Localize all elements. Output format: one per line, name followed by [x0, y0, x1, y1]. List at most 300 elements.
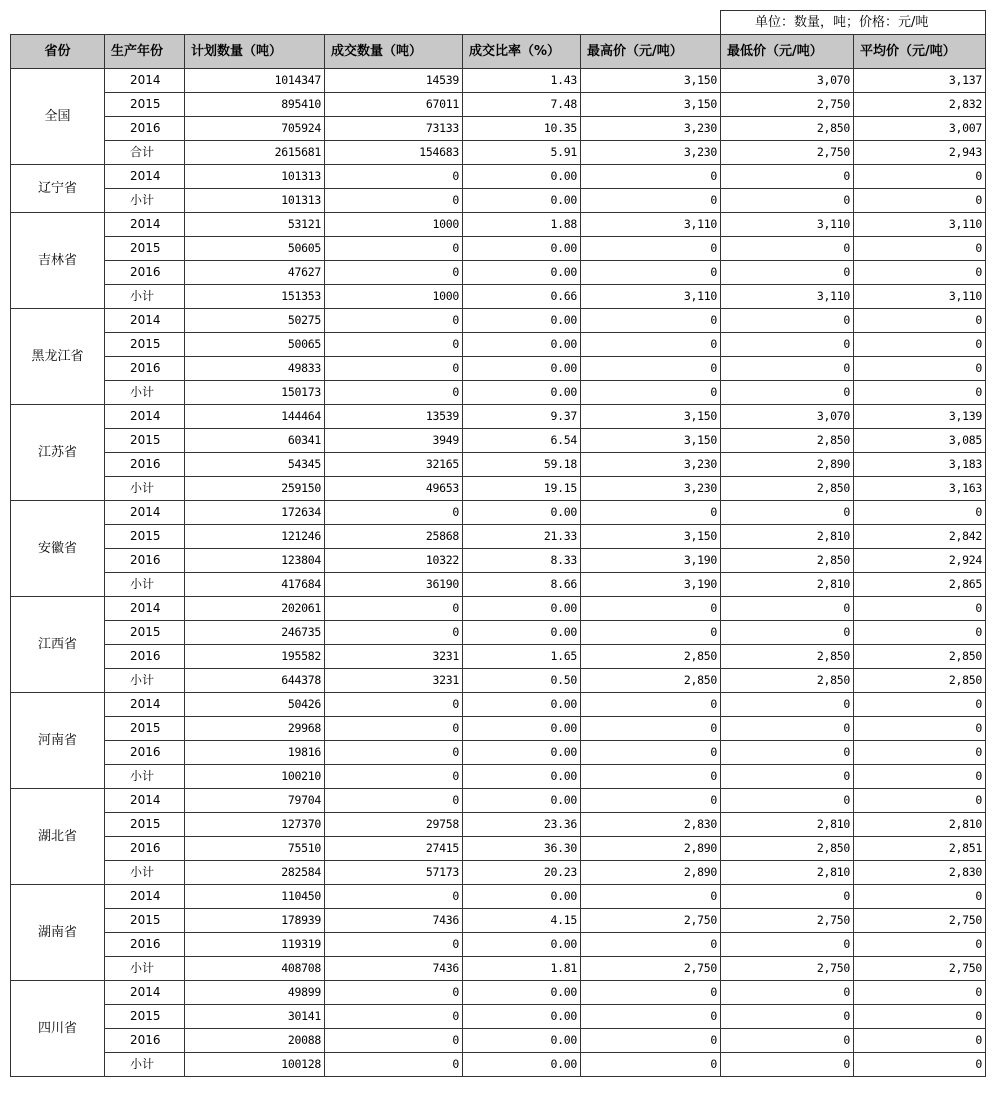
table-row [11, 309, 986, 333]
avg-price-cell: 0 [854, 885, 986, 909]
trade-ratio-cell: 0.50 [463, 669, 581, 693]
planned-qty-cell: 144464 [185, 405, 325, 429]
planned-qty-cell: 30141 [185, 1005, 325, 1029]
min-price-cell: 2,810 [721, 525, 854, 549]
planned-qty-cell: 75510 [185, 837, 325, 861]
max-price-cell: 0 [581, 597, 721, 621]
header-min-price: 最低价（元/吨） [721, 35, 854, 69]
table-row [11, 381, 986, 405]
year-cell: 小计 [105, 1053, 185, 1077]
traded-qty-cell: 0 [325, 381, 463, 405]
traded-qty-cell: 0 [325, 933, 463, 957]
year-cell: 2014 [105, 69, 185, 93]
min-price-cell: 0 [721, 933, 854, 957]
year-cell: 小计 [105, 381, 185, 405]
table-row [11, 429, 986, 453]
table-row [11, 189, 986, 213]
traded-qty-cell: 0 [325, 309, 463, 333]
planned-qty-cell: 50275 [185, 309, 325, 333]
province-cell: 黑龙江省 [11, 309, 105, 405]
trade-ratio-cell: 23.36 [463, 813, 581, 837]
traded-qty-cell: 13539 [325, 405, 463, 429]
year-cell: 2014 [105, 597, 185, 621]
trade-ratio-cell: 5.91 [463, 141, 581, 165]
planned-qty-cell: 408708 [185, 957, 325, 981]
avg-price-cell: 3,007 [854, 117, 986, 141]
min-price-cell: 3,110 [721, 213, 854, 237]
traded-qty-cell: 0 [325, 765, 463, 789]
min-price-cell: 0 [721, 1053, 854, 1077]
trade-ratio-cell: 9.37 [463, 405, 581, 429]
table-row [11, 621, 986, 645]
traded-qty-cell: 1000 [325, 213, 463, 237]
table-row [11, 261, 986, 285]
traded-qty-cell: 0 [325, 1053, 463, 1077]
planned-qty-cell: 2615681 [185, 141, 325, 165]
table-row [11, 813, 986, 837]
province-cell: 江西省 [11, 597, 105, 693]
min-price-cell: 2,850 [721, 117, 854, 141]
table-row [11, 69, 986, 93]
max-price-cell: 3,230 [581, 477, 721, 501]
min-price-cell: 0 [721, 885, 854, 909]
trade-ratio-cell: 0.00 [463, 165, 581, 189]
max-price-cell: 3,110 [581, 285, 721, 309]
planned-qty-cell: 151353 [185, 285, 325, 309]
avg-price-cell: 0 [854, 741, 986, 765]
planned-qty-cell: 259150 [185, 477, 325, 501]
year-cell: 2014 [105, 405, 185, 429]
trade-ratio-cell: 19.15 [463, 477, 581, 501]
avg-price-cell: 2,850 [854, 645, 986, 669]
planned-qty-cell: 47627 [185, 261, 325, 285]
planned-qty-cell: 705924 [185, 117, 325, 141]
max-price-cell: 0 [581, 765, 721, 789]
min-price-cell: 2,810 [721, 813, 854, 837]
traded-qty-cell: 32165 [325, 453, 463, 477]
max-price-cell: 0 [581, 309, 721, 333]
year-cell: 2015 [105, 429, 185, 453]
avg-price-cell: 3,137 [854, 69, 986, 93]
province-cell: 吉林省 [11, 213, 105, 309]
traded-qty-cell: 7436 [325, 909, 463, 933]
avg-price-cell: 0 [854, 981, 986, 1005]
max-price-cell: 2,750 [581, 957, 721, 981]
year-cell: 2014 [105, 885, 185, 909]
traded-qty-cell: 0 [325, 333, 463, 357]
max-price-cell: 3,150 [581, 93, 721, 117]
table-row [11, 909, 986, 933]
planned-qty-cell: 49833 [185, 357, 325, 381]
avg-price-cell: 2,832 [854, 93, 986, 117]
trade-ratio-cell: 8.66 [463, 573, 581, 597]
planned-qty-cell: 29968 [185, 717, 325, 741]
max-price-cell: 0 [581, 621, 721, 645]
table-row [11, 645, 986, 669]
min-price-cell: 0 [721, 261, 854, 285]
planned-qty-cell: 195582 [185, 645, 325, 669]
avg-price-cell: 0 [854, 261, 986, 285]
max-price-cell: 2,850 [581, 669, 721, 693]
planned-qty-cell: 178939 [185, 909, 325, 933]
header-year: 生产年份 [105, 35, 185, 69]
planned-qty-cell: 79704 [185, 789, 325, 813]
avg-price-cell: 0 [854, 789, 986, 813]
planned-qty-cell: 100210 [185, 765, 325, 789]
avg-price-cell: 0 [854, 333, 986, 357]
trade-ratio-cell: 0.00 [463, 1029, 581, 1053]
traded-qty-cell: 0 [325, 1029, 463, 1053]
province-cell: 辽宁省 [11, 165, 105, 213]
min-price-cell: 3,110 [721, 285, 854, 309]
max-price-cell: 2,850 [581, 645, 721, 669]
year-cell: 小计 [105, 957, 185, 981]
min-price-cell: 0 [721, 189, 854, 213]
avg-price-cell: 0 [854, 597, 986, 621]
trade-ratio-cell: 20.23 [463, 861, 581, 885]
avg-price-cell: 0 [854, 1005, 986, 1029]
min-price-cell: 0 [721, 981, 854, 1005]
max-price-cell: 3,190 [581, 573, 721, 597]
min-price-cell: 0 [721, 333, 854, 357]
year-cell: 2016 [105, 1029, 185, 1053]
year-cell: 2016 [105, 645, 185, 669]
min-price-cell: 0 [721, 765, 854, 789]
traded-qty-cell: 49653 [325, 477, 463, 501]
table-row [11, 93, 986, 117]
unit-note: 单位：数量，吨；价格：元/吨 [721, 11, 986, 35]
min-price-cell: 0 [721, 741, 854, 765]
avg-price-cell: 0 [854, 309, 986, 333]
trade-ratio-cell: 0.00 [463, 789, 581, 813]
avg-price-cell: 3,110 [854, 285, 986, 309]
min-price-cell: 2,810 [721, 573, 854, 597]
max-price-cell: 0 [581, 333, 721, 357]
max-price-cell: 0 [581, 693, 721, 717]
max-price-cell: 3,150 [581, 69, 721, 93]
avg-price-cell: 2,851 [854, 837, 986, 861]
max-price-cell: 3,230 [581, 117, 721, 141]
planned-qty-cell: 121246 [185, 525, 325, 549]
planned-qty-cell: 417684 [185, 573, 325, 597]
min-price-cell: 2,850 [721, 837, 854, 861]
min-price-cell: 3,070 [721, 405, 854, 429]
avg-price-cell: 3,085 [854, 429, 986, 453]
min-price-cell: 2,750 [721, 93, 854, 117]
min-price-cell: 2,810 [721, 861, 854, 885]
year-cell: 2014 [105, 789, 185, 813]
trade-ratio-cell: 0.00 [463, 693, 581, 717]
planned-qty-cell: 123804 [185, 549, 325, 573]
min-price-cell: 3,070 [721, 69, 854, 93]
year-cell: 小计 [105, 573, 185, 597]
max-price-cell: 0 [581, 501, 721, 525]
min-price-cell: 0 [721, 357, 854, 381]
min-price-cell: 2,850 [721, 669, 854, 693]
avg-price-cell: 2,810 [854, 813, 986, 837]
trade-ratio-cell: 0.00 [463, 381, 581, 405]
header-avg-price: 平均价（元/吨） [854, 35, 986, 69]
year-cell: 2014 [105, 501, 185, 525]
traded-qty-cell: 27415 [325, 837, 463, 861]
max-price-cell: 0 [581, 885, 721, 909]
header-trade-ratio: 成交比率（%） [463, 35, 581, 69]
auction-results-table-container [10, 10, 985, 1077]
max-price-cell: 3,150 [581, 405, 721, 429]
year-cell: 2015 [105, 621, 185, 645]
trade-ratio-cell: 0.00 [463, 597, 581, 621]
avg-price-cell: 0 [854, 357, 986, 381]
traded-qty-cell: 0 [325, 885, 463, 909]
table-row [11, 669, 986, 693]
avg-price-cell: 3,110 [854, 213, 986, 237]
year-cell: 2016 [105, 837, 185, 861]
traded-qty-cell: 29758 [325, 813, 463, 837]
planned-qty-cell: 101313 [185, 189, 325, 213]
traded-qty-cell: 154683 [325, 141, 463, 165]
year-cell: 小计 [105, 285, 185, 309]
table-row [11, 717, 986, 741]
table-row [11, 477, 986, 501]
traded-qty-cell: 0 [325, 597, 463, 621]
avg-price-cell: 0 [854, 381, 986, 405]
planned-qty-cell: 19816 [185, 741, 325, 765]
year-cell: 2014 [105, 165, 185, 189]
planned-qty-cell: 202061 [185, 597, 325, 621]
year-cell: 小计 [105, 477, 185, 501]
max-price-cell: 3,190 [581, 549, 721, 573]
header-traded-qty: 成交数量（吨） [325, 35, 463, 69]
table-row [11, 981, 986, 1005]
table-row [11, 693, 986, 717]
traded-qty-cell: 73133 [325, 117, 463, 141]
min-price-cell: 0 [721, 1029, 854, 1053]
year-cell: 2016 [105, 549, 185, 573]
trade-ratio-cell: 59.18 [463, 453, 581, 477]
trade-ratio-cell: 10.35 [463, 117, 581, 141]
planned-qty-cell: 1014347 [185, 69, 325, 93]
year-cell: 小计 [105, 765, 185, 789]
trade-ratio-cell: 1.81 [463, 957, 581, 981]
avg-price-cell: 0 [854, 933, 986, 957]
trade-ratio-cell: 0.00 [463, 261, 581, 285]
year-cell: 2015 [105, 1005, 185, 1029]
traded-qty-cell: 0 [325, 981, 463, 1005]
table-row [11, 285, 986, 309]
year-cell: 2015 [105, 93, 185, 117]
avg-price-cell: 0 [854, 621, 986, 645]
year-cell: 2014 [105, 309, 185, 333]
planned-qty-cell: 50065 [185, 333, 325, 357]
trade-ratio-cell: 1.65 [463, 645, 581, 669]
min-price-cell: 2,850 [721, 477, 854, 501]
traded-qty-cell: 10322 [325, 549, 463, 573]
max-price-cell: 3,150 [581, 429, 721, 453]
table-row [11, 573, 986, 597]
avg-price-cell: 2,842 [854, 525, 986, 549]
avg-price-cell: 0 [854, 189, 986, 213]
province-cell: 湖北省 [11, 789, 105, 885]
traded-qty-cell: 0 [325, 741, 463, 765]
trade-ratio-cell: 1.43 [463, 69, 581, 93]
year-cell: 合计 [105, 141, 185, 165]
avg-price-cell: 2,750 [854, 909, 986, 933]
province-cell: 湖南省 [11, 885, 105, 981]
table-row [11, 597, 986, 621]
traded-qty-cell: 1000 [325, 285, 463, 309]
min-price-cell: 2,850 [721, 645, 854, 669]
avg-price-cell: 2,850 [854, 669, 986, 693]
avg-price-cell: 0 [854, 501, 986, 525]
max-price-cell: 0 [581, 789, 721, 813]
planned-qty-cell: 50426 [185, 693, 325, 717]
year-cell: 2014 [105, 213, 185, 237]
year-cell: 2015 [105, 237, 185, 261]
max-price-cell: 0 [581, 189, 721, 213]
avg-price-cell: 2,750 [854, 957, 986, 981]
trade-ratio-cell: 36.30 [463, 837, 581, 861]
max-price-cell: 2,750 [581, 909, 721, 933]
header-planned-qty: 计划数量（吨） [185, 35, 325, 69]
avg-price-cell: 2,943 [854, 141, 986, 165]
avg-price-cell: 0 [854, 165, 986, 189]
table-row [11, 333, 986, 357]
max-price-cell: 0 [581, 741, 721, 765]
table-row [11, 141, 986, 165]
year-cell: 2015 [105, 525, 185, 549]
trade-ratio-cell: 7.48 [463, 93, 581, 117]
table-row [11, 861, 986, 885]
min-price-cell: 0 [721, 1005, 854, 1029]
avg-price-cell: 3,163 [854, 477, 986, 501]
planned-qty-cell: 101313 [185, 165, 325, 189]
traded-qty-cell: 3231 [325, 669, 463, 693]
trade-ratio-cell: 4.15 [463, 909, 581, 933]
planned-qty-cell: 172634 [185, 501, 325, 525]
planned-qty-cell: 110450 [185, 885, 325, 909]
trade-ratio-cell: 1.88 [463, 213, 581, 237]
max-price-cell: 0 [581, 1053, 721, 1077]
planned-qty-cell: 20088 [185, 1029, 325, 1053]
traded-qty-cell: 3949 [325, 429, 463, 453]
planned-qty-cell: 895410 [185, 93, 325, 117]
max-price-cell: 0 [581, 357, 721, 381]
traded-qty-cell: 0 [325, 189, 463, 213]
planned-qty-cell: 50605 [185, 237, 325, 261]
planned-qty-cell: 49899 [185, 981, 325, 1005]
table-row [11, 837, 986, 861]
max-price-cell: 0 [581, 981, 721, 1005]
avg-price-cell: 3,139 [854, 405, 986, 429]
header-max-price: 最高价（元/吨） [581, 35, 721, 69]
trade-ratio-cell: 0.00 [463, 765, 581, 789]
header-province: 省份 [11, 35, 105, 69]
min-price-cell: 2,850 [721, 549, 854, 573]
year-cell: 小计 [105, 669, 185, 693]
planned-qty-cell: 53121 [185, 213, 325, 237]
table-row [11, 549, 986, 573]
table-row [11, 165, 986, 189]
traded-qty-cell: 0 [325, 357, 463, 381]
min-price-cell: 2,890 [721, 453, 854, 477]
max-price-cell: 0 [581, 717, 721, 741]
max-price-cell: 0 [581, 381, 721, 405]
avg-price-cell: 0 [854, 717, 986, 741]
min-price-cell: 2,750 [721, 957, 854, 981]
max-price-cell: 2,830 [581, 813, 721, 837]
traded-qty-cell: 14539 [325, 69, 463, 93]
table-row [11, 789, 986, 813]
max-price-cell: 3,230 [581, 453, 721, 477]
trade-ratio-cell: 21.33 [463, 525, 581, 549]
table-row [11, 453, 986, 477]
traded-qty-cell: 0 [325, 693, 463, 717]
planned-qty-cell: 127370 [185, 813, 325, 837]
max-price-cell: 0 [581, 261, 721, 285]
traded-qty-cell: 0 [325, 1005, 463, 1029]
planned-qty-cell: 119319 [185, 933, 325, 957]
min-price-cell: 0 [721, 501, 854, 525]
table-row [11, 741, 986, 765]
year-cell: 2016 [105, 933, 185, 957]
min-price-cell: 0 [721, 381, 854, 405]
max-price-cell: 3,150 [581, 525, 721, 549]
min-price-cell: 0 [721, 597, 854, 621]
traded-qty-cell: 57173 [325, 861, 463, 885]
avg-price-cell: 0 [854, 237, 986, 261]
planned-qty-cell: 282584 [185, 861, 325, 885]
province-cell: 安徽省 [11, 501, 105, 597]
table-row [11, 1005, 986, 1029]
year-cell: 2015 [105, 717, 185, 741]
max-price-cell: 2,890 [581, 861, 721, 885]
year-cell: 小计 [105, 861, 185, 885]
trade-ratio-cell: 0.00 [463, 933, 581, 957]
trade-ratio-cell: 0.00 [463, 885, 581, 909]
year-cell: 小计 [105, 189, 185, 213]
min-price-cell: 2,850 [721, 429, 854, 453]
min-price-cell: 2,750 [721, 909, 854, 933]
avg-price-cell: 2,830 [854, 861, 986, 885]
table-row [11, 117, 986, 141]
auction-results-table [10, 10, 986, 1077]
year-cell: 2016 [105, 741, 185, 765]
planned-qty-cell: 60341 [185, 429, 325, 453]
province-cell: 全国 [11, 69, 105, 165]
min-price-cell: 0 [721, 693, 854, 717]
trade-ratio-cell: 0.00 [463, 1053, 581, 1077]
planned-qty-cell: 150173 [185, 381, 325, 405]
planned-qty-cell: 246735 [185, 621, 325, 645]
min-price-cell: 0 [721, 309, 854, 333]
max-price-cell: 0 [581, 237, 721, 261]
min-price-cell: 0 [721, 717, 854, 741]
avg-price-cell: 2,924 [854, 549, 986, 573]
table-row [11, 213, 986, 237]
table-row [11, 957, 986, 981]
trade-ratio-cell: 0.00 [463, 237, 581, 261]
traded-qty-cell: 3231 [325, 645, 463, 669]
table-row [11, 357, 986, 381]
avg-price-cell: 0 [854, 765, 986, 789]
traded-qty-cell: 0 [325, 717, 463, 741]
trade-ratio-cell: 0.00 [463, 621, 581, 645]
year-cell: 2016 [105, 117, 185, 141]
province-cell: 河南省 [11, 693, 105, 789]
traded-qty-cell: 0 [325, 165, 463, 189]
year-cell: 2014 [105, 693, 185, 717]
trade-ratio-cell: 0.00 [463, 741, 581, 765]
